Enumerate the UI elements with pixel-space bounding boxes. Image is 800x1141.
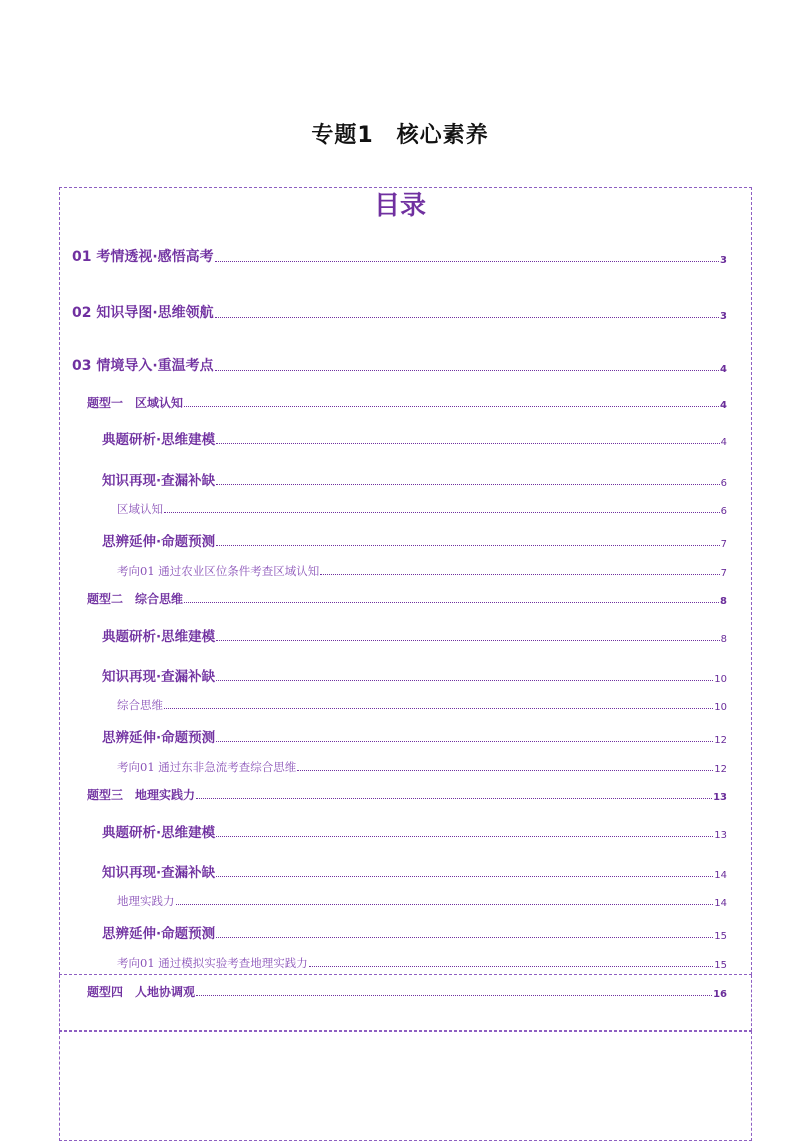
toc-entry-label: 典题研析·思维建模 bbox=[102, 432, 216, 448]
toc-entry-label: 03 情境导入·重温考点 bbox=[72, 358, 214, 374]
toc-page-number: 6 bbox=[720, 506, 727, 517]
toc-leader-dots bbox=[196, 994, 712, 996]
toc-entry-extension-2[interactable] bbox=[102, 726, 727, 746]
toc-leader-dots bbox=[184, 601, 719, 603]
toc-entry-type-3[interactable] bbox=[87, 786, 727, 803]
toc-entry-extension-3[interactable] bbox=[102, 922, 727, 942]
toc-entry-direction-1[interactable] bbox=[117, 563, 727, 579]
toc-entry-topic-3[interactable] bbox=[117, 893, 727, 909]
toc-entry-label: 01 考情透视·感悟高考 bbox=[72, 249, 214, 265]
toc-leader-dots bbox=[164, 511, 720, 513]
toc-page-number: 7 bbox=[720, 568, 727, 579]
toc-entry-label: 思辨延伸·命题预测 bbox=[102, 926, 216, 942]
toc-page-number: 13 bbox=[713, 792, 727, 803]
toc-entry-knowledge-3[interactable] bbox=[102, 861, 727, 881]
toc-heading: 目录 bbox=[373, 191, 426, 221]
toc-leader-dots bbox=[216, 483, 719, 485]
toc-entry-analysis-1[interactable] bbox=[102, 428, 727, 448]
toc-page-number: 3 bbox=[720, 255, 727, 266]
toc-leader-dots bbox=[216, 835, 713, 837]
toc-page-number: 8 bbox=[720, 596, 727, 607]
toc-page-number: 14 bbox=[714, 898, 727, 909]
toc-leader-dots bbox=[297, 769, 713, 771]
document-title: 专题1 核心素养 bbox=[311, 123, 489, 148]
toc-entry-label: 考向01 通过东非急流考查综合思维 bbox=[117, 760, 297, 774]
toc-leader-dots bbox=[215, 316, 719, 318]
toc-entry-label: 考向01 通过模拟实验考查地理实践力 bbox=[117, 956, 308, 970]
toc-entry-label: 知识再现·查漏补缺 bbox=[102, 865, 216, 881]
toc-entry-label: 02 知识导图·思维领航 bbox=[72, 305, 214, 321]
toc-entry-label: 区域认知 bbox=[117, 502, 163, 516]
toc-leader-dots bbox=[184, 405, 719, 407]
toc-entry-label: 典题研析·思维建模 bbox=[102, 825, 216, 841]
toc-entry-label: 思辨延伸·命题预测 bbox=[102, 534, 216, 550]
toc-entry-analysis-2[interactable] bbox=[102, 625, 727, 645]
toc-page-number: 6 bbox=[720, 478, 727, 489]
toc-leader-dots bbox=[216, 544, 719, 546]
toc-leader-dots bbox=[216, 740, 713, 742]
toc-entry-label: 地理实践力 bbox=[117, 894, 175, 908]
toc-page-number: 4 bbox=[720, 400, 727, 411]
toc-entry-label: 题型三 地理实践力 bbox=[87, 788, 196, 802]
toc-entry-label: 考向01 通过农业区位条件考查区域认知 bbox=[117, 564, 320, 578]
toc-leader-dots bbox=[320, 573, 719, 575]
toc-entry-extension-1[interactable] bbox=[102, 530, 727, 550]
toc-entry-topic-2[interactable] bbox=[117, 697, 727, 713]
toc-page-number: 13 bbox=[714, 830, 727, 841]
toc-leader-dots bbox=[215, 260, 719, 262]
toc-page-number: 12 bbox=[714, 735, 727, 746]
toc-entry-label: 题型一 区域认知 bbox=[87, 396, 184, 410]
toc-page-number: 15 bbox=[714, 960, 727, 971]
next-page-frame bbox=[59, 1031, 752, 1141]
toc-entry-knowledge-1[interactable] bbox=[102, 469, 727, 489]
toc-page-number: 4 bbox=[720, 364, 727, 375]
toc-page-number: 10 bbox=[714, 702, 727, 713]
toc-page-number: 4 bbox=[720, 437, 727, 448]
toc-entry-type-2[interactable] bbox=[87, 590, 727, 607]
toc-leader-dots bbox=[216, 442, 719, 444]
toc-entry-label: 题型四 人地协调观 bbox=[87, 985, 196, 999]
toc-entry-analysis-3[interactable] bbox=[102, 821, 727, 841]
toc-page-number: 14 bbox=[714, 870, 727, 881]
toc-entry-section-02[interactable] bbox=[72, 302, 727, 322]
toc-entry-label: 综合思维 bbox=[117, 698, 163, 712]
toc-leader-dots bbox=[164, 707, 713, 709]
toc-entry-label: 知识再现·查漏补缺 bbox=[102, 669, 216, 685]
toc-page-number: 16 bbox=[713, 989, 727, 1000]
toc-entry-section-01[interactable] bbox=[72, 246, 727, 266]
toc-leader-dots bbox=[216, 639, 719, 641]
toc-entry-knowledge-2[interactable] bbox=[102, 665, 727, 685]
toc-leader-dots bbox=[215, 369, 719, 371]
toc-entry-direction-2[interactable] bbox=[117, 759, 727, 775]
toc-entry-label: 思辨延伸·命题预测 bbox=[102, 730, 216, 746]
toc-leader-dots bbox=[309, 965, 713, 967]
toc-entry-topic-1[interactable] bbox=[117, 501, 727, 517]
toc-entry-section-03[interactable] bbox=[72, 355, 727, 375]
toc-page-number: 10 bbox=[714, 674, 727, 685]
toc-entry-type-1[interactable] bbox=[87, 394, 727, 411]
toc-leader-dots bbox=[216, 679, 713, 681]
toc-entry-direction-3[interactable] bbox=[117, 955, 727, 971]
toc-leader-dots bbox=[216, 875, 713, 877]
toc-page-number: 3 bbox=[720, 311, 727, 322]
toc-leader-dots bbox=[196, 797, 712, 799]
toc-leader-dots bbox=[176, 903, 714, 905]
toc-leader-dots bbox=[216, 936, 713, 938]
toc-page-number: 12 bbox=[714, 764, 727, 775]
toc-page-number: 7 bbox=[720, 539, 727, 550]
toc-page-number: 15 bbox=[714, 931, 727, 942]
toc-entry-label: 知识再现·查漏补缺 bbox=[102, 473, 216, 489]
toc-entry-label: 典题研析·思维建模 bbox=[102, 629, 216, 645]
toc-entry-label: 题型二 综合思维 bbox=[87, 592, 184, 606]
toc-page-number: 8 bbox=[720, 634, 727, 645]
toc-entry-type-4[interactable] bbox=[87, 983, 727, 1000]
